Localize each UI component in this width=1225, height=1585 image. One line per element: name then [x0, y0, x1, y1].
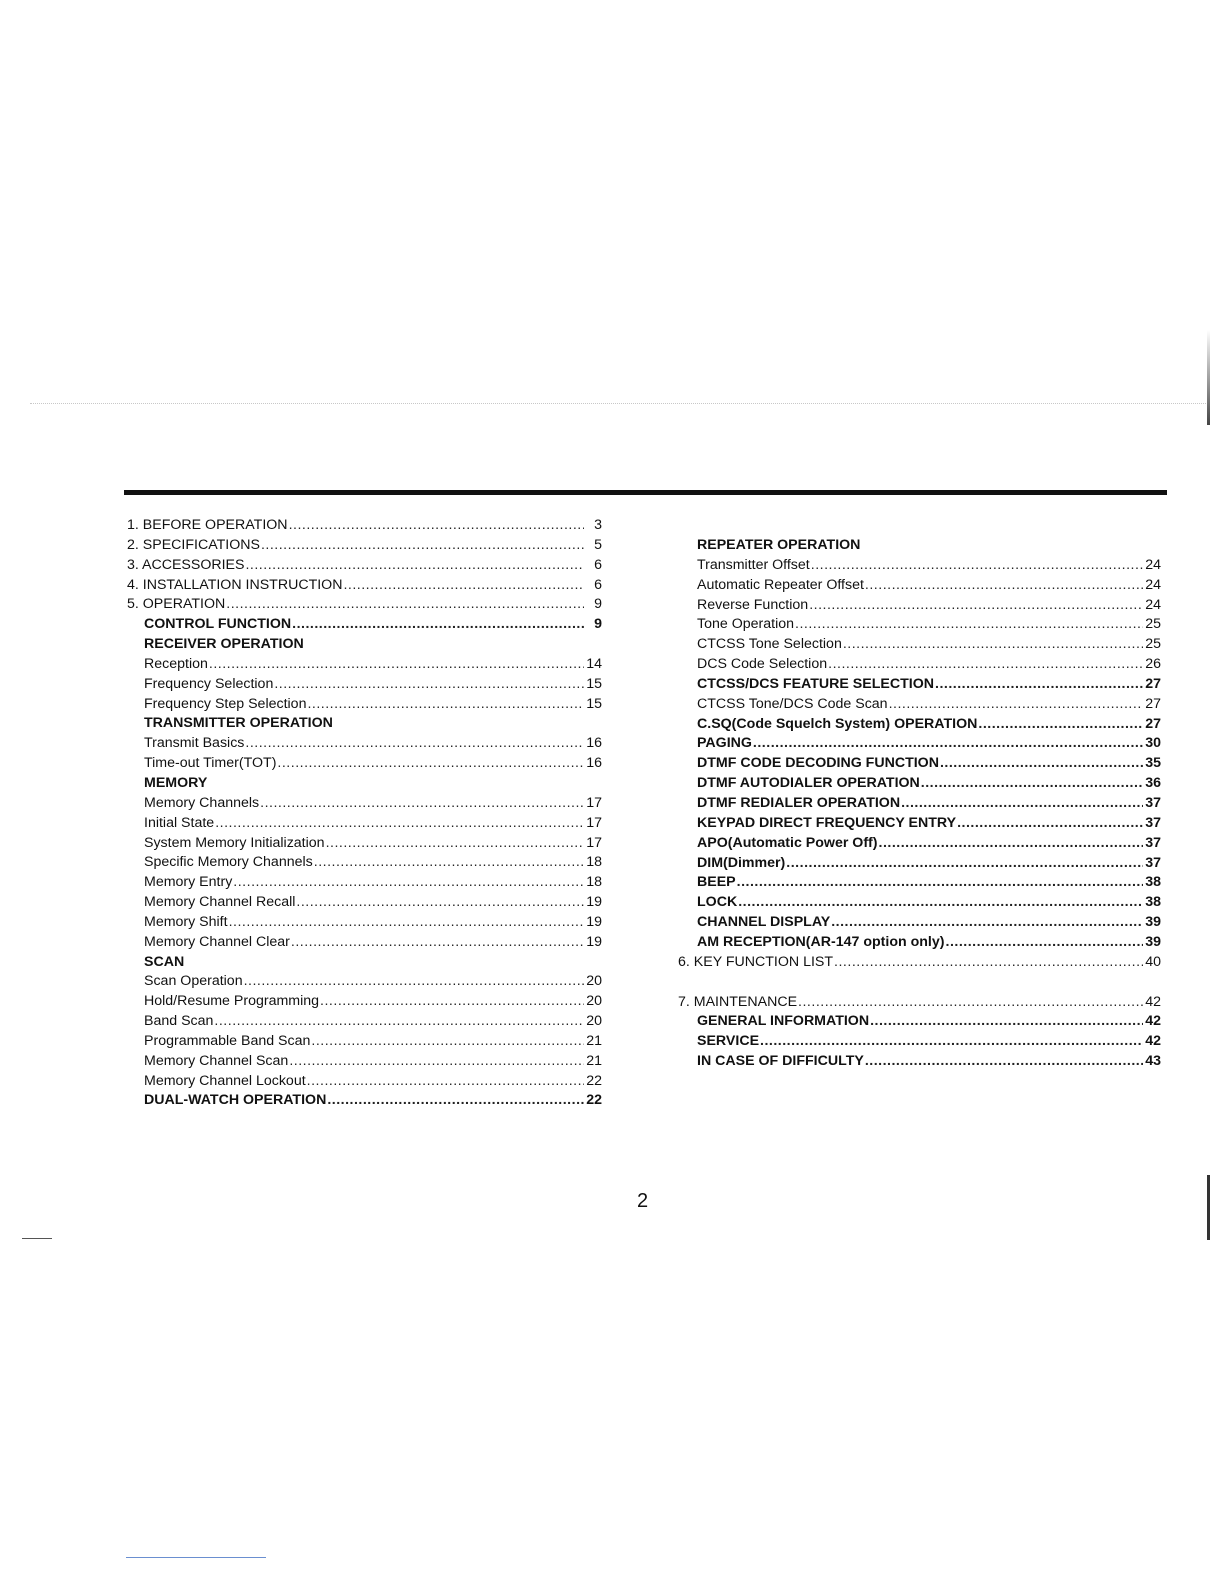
toc-entry-title: Band Scan [144, 1013, 214, 1030]
toc-entry-title: 3. ACCESSORIES [127, 556, 245, 573]
toc-entry-page: 37 [1145, 794, 1161, 811]
toc-entry-page: 42 [1145, 1013, 1161, 1030]
toc-entry-page: 42 [1145, 1033, 1161, 1050]
toc-entry-title: IN CASE OF DIFFICULTY [697, 1053, 864, 1070]
toc-dot-leader [737, 873, 1143, 893]
toc-dot-leader [957, 814, 1143, 834]
toc-dot-leader [245, 556, 584, 576]
toc-entry-page: 39 [1145, 914, 1161, 931]
toc-right-column [678, 536, 1161, 1072]
toc-dot-leader [292, 615, 584, 635]
toc-gap [678, 973, 1161, 993]
toc-dot-leader [760, 1032, 1143, 1052]
toc-entry-page: 22 [586, 1072, 602, 1089]
toc-dot-leader [889, 695, 1143, 715]
toc-entry-page: 26 [1145, 656, 1161, 673]
scan-artifact-mark [22, 1238, 52, 1239]
toc-dot-leader [296, 893, 584, 913]
toc-entry-page: 5 [594, 536, 602, 553]
toc-entry-page: 17 [586, 834, 602, 851]
toc-dot-leader [843, 635, 1143, 655]
toc-entry-page: 20 [586, 973, 602, 990]
toc-dot-leader [209, 655, 584, 675]
toc-entry-title: 7. MAINTENANCE [678, 993, 798, 1010]
toc-entry-title: CHANNEL DISPLAY [697, 914, 831, 931]
toc-entry-dtmf-code-decoding-function[interactable] [678, 754, 1161, 774]
toc-dot-leader [326, 834, 584, 854]
toc-entry-page: 25 [1145, 636, 1161, 653]
header-rule [124, 490, 1167, 495]
toc-entry-title: C.SQ(Code Squelch System) OPERATION [697, 715, 978, 732]
toc-entry-initial-state[interactable] [127, 814, 602, 834]
toc-entry-title: Memory Channels [144, 794, 260, 811]
toc-entry-memory-channel-recall[interactable] [127, 893, 602, 913]
toc-entry-page: 17 [586, 814, 602, 831]
toc-entry-time-out-timer-tot[interactable] [127, 754, 602, 774]
toc-entry-general-information[interactable] [678, 1012, 1161, 1032]
toc-entry-page: 20 [586, 993, 602, 1010]
toc-dot-leader [214, 1012, 584, 1032]
toc-entry-page: 37 [1145, 834, 1161, 851]
toc-entry-title: Automatic Repeater Offset [697, 576, 864, 593]
toc-left-column [127, 516, 602, 1111]
toc-entry-service[interactable] [678, 1032, 1161, 1052]
toc-entry-page: 24 [1145, 596, 1161, 613]
toc-entry-title: Transmitter Offset [697, 556, 810, 573]
toc-entry-title: Memory Shift [144, 913, 228, 930]
toc-entry-dim-dimmer[interactable] [678, 854, 1161, 874]
toc-dot-leader [229, 913, 584, 933]
toc-dot-leader [244, 972, 584, 992]
toc-entry-page: 15 [586, 695, 602, 712]
toc-entry-title: BEEP [697, 874, 736, 891]
toc-entry-memory-shift[interactable] [127, 913, 602, 933]
toc-entry-page: 6 [594, 556, 602, 573]
toc-entry-memory-channels[interactable] [127, 794, 602, 814]
toc-dot-leader [274, 675, 584, 695]
toc-entry-title: Memory Channel Scan [144, 1052, 289, 1069]
toc-entry-page: 27 [1145, 675, 1161, 692]
toc-entry-transmitter-offset[interactable] [678, 556, 1161, 576]
toc-entry-specific-memory-channels[interactable] [127, 853, 602, 873]
toc-dot-leader [978, 715, 1143, 735]
toc-section-heading-repeater-operation: REPEATER OPERATION [697, 537, 861, 553]
toc-entry-title: Specific Memory Channels [144, 854, 313, 871]
toc-dot-leader [795, 615, 1143, 635]
toc-entry-page: 18 [586, 874, 602, 891]
toc-entry-title: Memory Entry [144, 874, 233, 891]
toc-dot-leader [215, 814, 584, 834]
scan-artifact-edge [1207, 330, 1210, 425]
toc-dot-leader [828, 655, 1143, 675]
toc-entry-title: Transmit Basics [144, 735, 245, 752]
toc-entry-title: DTMF REDIALER OPERATION [697, 794, 901, 811]
toc-entry-ctcss-tone-dcs-code-scan[interactable] [678, 695, 1161, 715]
toc-entry-automatic-repeater-offset[interactable] [678, 576, 1161, 596]
toc-entry-page: 16 [586, 755, 602, 772]
toc-dot-leader [946, 933, 1144, 953]
toc-dot-leader [327, 1091, 584, 1111]
toc-entry-7-maintenance[interactable] [678, 993, 1161, 1013]
toc-entry-1-before-operation[interactable] [127, 516, 602, 536]
toc-entry-c-sq-code-squelch-system-operation[interactable] [678, 715, 1161, 735]
toc-entry-title: DUAL-WATCH OPERATION [144, 1092, 327, 1109]
toc-entry-memory-entry[interactable] [127, 873, 602, 893]
toc-dot-leader [811, 556, 1143, 576]
toc-entry-am-reception-ar-147-option-only[interactable] [678, 933, 1161, 953]
toc-entry-page: 21 [586, 1052, 602, 1069]
toc-entry-title: Memory Channel Clear [144, 933, 290, 950]
toc-entry-in-case-of-difficulty[interactable] [678, 1052, 1161, 1072]
toc-entry-title: DCS Code Selection [697, 656, 828, 673]
toc-entry-apo-automatic-power-off[interactable] [678, 834, 1161, 854]
toc-entry-page: 38 [1145, 874, 1161, 891]
toc-entry-keypad-direct-frequency-entry[interactable] [678, 814, 1161, 834]
toc-entry-system-memory-initialization[interactable] [127, 834, 602, 854]
toc-entry-page: 27 [1145, 695, 1161, 712]
toc-entry-band-scan[interactable] [127, 1012, 602, 1032]
toc-entry-page: 30 [1145, 735, 1161, 752]
toc-dot-leader [809, 596, 1143, 616]
toc-entry-page: 17 [586, 794, 602, 811]
toc-entry-title: Reverse Function [697, 596, 809, 613]
toc-entry-5-operation[interactable] [127, 595, 602, 615]
toc-dot-leader [921, 774, 1143, 794]
toc-entry-title: KEYPAD DIRECT FREQUENCY ENTRY [697, 814, 957, 831]
toc-dot-leader [261, 536, 584, 556]
toc-entry-page: 20 [586, 1013, 602, 1030]
toc-entry-page: 27 [1145, 715, 1161, 732]
toc-dot-leader [314, 853, 584, 873]
toc-dot-leader [233, 873, 584, 893]
toc-entry-title: Time-out Timer(TOT) [144, 755, 277, 772]
toc-entry-title: 5. OPERATION [127, 596, 226, 613]
toc-entry-page: 24 [1145, 556, 1161, 573]
toc-entry-page: 40 [1145, 953, 1161, 970]
toc-entry-page: 14 [586, 655, 602, 672]
toc-entry-title: SERVICE [697, 1033, 760, 1050]
toc-entry-title: DIM(Dimmer) [697, 854, 786, 871]
toc-entry-memory-channel-scan[interactable] [127, 1052, 602, 1072]
toc-dot-leader [870, 1012, 1143, 1032]
toc-entry-title: 6. KEY FUNCTION LIST [678, 953, 834, 970]
toc-dot-leader [226, 595, 584, 615]
toc-dot-leader [245, 734, 584, 754]
toc-dot-leader [879, 834, 1143, 854]
toc-entry-title: CTCSS Tone/DCS Code Scan [697, 695, 888, 712]
toc-dot-leader [289, 516, 584, 536]
toc-dot-leader [311, 1032, 584, 1052]
toc-entry-page: 24 [1145, 576, 1161, 593]
toc-entry-dtmf-redialer-operation[interactable] [678, 794, 1161, 814]
toc-entry-page: 9 [594, 596, 602, 613]
toc-entry-title: GENERAL INFORMATION [697, 1013, 870, 1030]
toc-entry-title: Memory Channel Recall [144, 894, 296, 911]
toc-entry-control-function[interactable] [127, 615, 602, 635]
toc-entry-page: 22 [586, 1092, 602, 1109]
toc-dot-leader [865, 576, 1143, 596]
toc-entry-programmable-band-scan[interactable] [127, 1032, 602, 1052]
toc-entry-title: AM RECEPTION(AR-147 option only) [697, 933, 945, 950]
toc-entry-page: 35 [1145, 755, 1161, 772]
toc-section-heading-scan: SCAN [144, 953, 185, 970]
toc-entry-frequency-selection[interactable] [127, 675, 602, 695]
toc-entry-lock[interactable] [678, 893, 1161, 913]
toc-dot-leader [307, 695, 584, 715]
toc-entry-page: 19 [586, 913, 602, 930]
toc-entry-dcs-code-selection[interactable] [678, 655, 1161, 675]
toc-dot-leader [786, 854, 1143, 874]
toc-entry-ctcss-dcs-feature-selection[interactable] [678, 675, 1161, 695]
toc-dot-leader [289, 1052, 584, 1072]
toc-dot-leader [935, 675, 1143, 695]
toc-entry-paging[interactable] [678, 734, 1161, 754]
scan-artifact-line [30, 403, 1210, 408]
toc-section-heading-memory: MEMORY [144, 774, 208, 791]
toc-entry-dtmf-autodialer-operation[interactable] [678, 774, 1161, 794]
toc-entry-memory-channel-clear[interactable] [127, 933, 602, 953]
toc-section-heading-receiver-operation: RECEIVER OPERATION [144, 636, 304, 653]
toc-entry-title: CTCSS/DCS FEATURE SELECTION [697, 675, 934, 692]
toc-entry-page: 36 [1145, 775, 1161, 792]
toc-dot-leader [291, 933, 584, 953]
toc-entry-page: 19 [586, 894, 602, 911]
toc-entry-tone-operation[interactable] [678, 615, 1161, 635]
toc-entry-title: 2. SPECIFICATIONS [127, 536, 260, 553]
toc-dot-leader [320, 992, 584, 1012]
toc-entry-page: 9 [594, 616, 602, 633]
toc-entry-page: 16 [586, 735, 602, 752]
toc-entry-page: 18 [586, 854, 602, 871]
toc-entry-dual-watch-operation[interactable] [127, 1091, 602, 1111]
page-number: 2 [637, 1190, 649, 1212]
toc-entry-title: 1. BEFORE OPERATION [127, 517, 288, 533]
toc-entry-title: Reception [144, 655, 208, 672]
toc-dot-leader [343, 576, 584, 596]
toc-entry-6-key-function-list[interactable] [678, 953, 1161, 973]
toc-dot-leader [901, 794, 1143, 814]
toc-entry-3-accessories[interactable] [127, 556, 602, 576]
toc-entry-ctcss-tone-selection[interactable] [678, 635, 1161, 655]
toc-entry-title: 4. INSTALLATION INSTRUCTION [127, 576, 343, 593]
toc-entry-page: 42 [1145, 993, 1161, 1010]
toc-entry-title: Scan Operation [144, 973, 243, 990]
toc-entry-page: 38 [1145, 894, 1161, 911]
toc-entry-title: Frequency Step Selection [144, 695, 307, 712]
toc-entry-title: Frequency Selection [144, 675, 274, 692]
toc-entry-page: 25 [1145, 616, 1161, 633]
toc-dot-leader [831, 913, 1143, 933]
toc-entry-memory-channel-lockout[interactable] [127, 1072, 602, 1092]
toc-dot-leader [865, 1052, 1143, 1072]
toc-entry-title: CTCSS Tone Selection [697, 636, 842, 653]
toc-entry-title: Tone Operation [697, 616, 795, 633]
toc-entry-4-installation-instruction[interactable] [127, 576, 602, 596]
toc-dot-leader [307, 1072, 584, 1092]
toc-entry-title: System Memory Initialization [144, 834, 325, 851]
toc-entry-channel-display[interactable] [678, 913, 1161, 933]
toc-entry-title: Initial State [144, 814, 215, 831]
toc-entry-transmit-basics[interactable] [127, 734, 602, 754]
toc-entry-title: LOCK [697, 894, 738, 911]
toc-entry-title: Memory Channel Lockout [144, 1072, 306, 1089]
toc-dot-leader [798, 993, 1143, 1013]
toc-entry-hold-resume-programming[interactable] [127, 992, 602, 1012]
toc-entry-title: DTMF CODE DECODING FUNCTION [697, 755, 939, 772]
toc-entry-page: 6 [594, 576, 602, 593]
toc-dot-leader [753, 734, 1143, 754]
toc-entry-page: 3 [594, 517, 602, 533]
toc-entry-reverse-function[interactable] [678, 596, 1161, 616]
toc-entry-reception[interactable] [127, 655, 602, 675]
toc-entry-frequency-step-selection[interactable] [127, 695, 602, 715]
toc-dot-leader [834, 953, 1143, 973]
toc-entry-2-specifications[interactable] [127, 536, 602, 556]
toc-entry-page: 21 [586, 1032, 602, 1049]
toc-entry-page: 37 [1145, 854, 1161, 871]
toc-entry-beep[interactable] [678, 873, 1161, 893]
toc-entry-page: 39 [1145, 933, 1161, 950]
toc-dot-leader [940, 754, 1143, 774]
toc-entry-title: Hold/Resume Programming [144, 993, 320, 1010]
toc-entry-page: 19 [586, 933, 602, 950]
toc-entry-title: APO(Automatic Power Off) [697, 834, 878, 851]
toc-entry-title: DTMF AUTODIALER OPERATION [697, 775, 920, 792]
toc-section-heading-transmitter-operation: TRANSMITTER OPERATION [144, 715, 333, 732]
toc-entry-title: Programmable Band Scan [144, 1032, 311, 1049]
toc-dot-leader [738, 893, 1143, 913]
toc-entry-scan-operation[interactable] [127, 972, 602, 992]
toc-entry-page: 43 [1145, 1053, 1161, 1070]
toc-entry-page: 15 [586, 675, 602, 692]
toc-entry-title: CONTROL FUNCTION [144, 616, 292, 633]
scan-artifact-edge-lower [1207, 1175, 1210, 1240]
toc-dot-leader [260, 794, 584, 814]
footer-link-underline [126, 1557, 266, 1558]
toc-entry-page: 37 [1145, 814, 1161, 831]
toc-dot-leader [277, 754, 584, 774]
toc-entry-title: PAGING [697, 735, 752, 752]
